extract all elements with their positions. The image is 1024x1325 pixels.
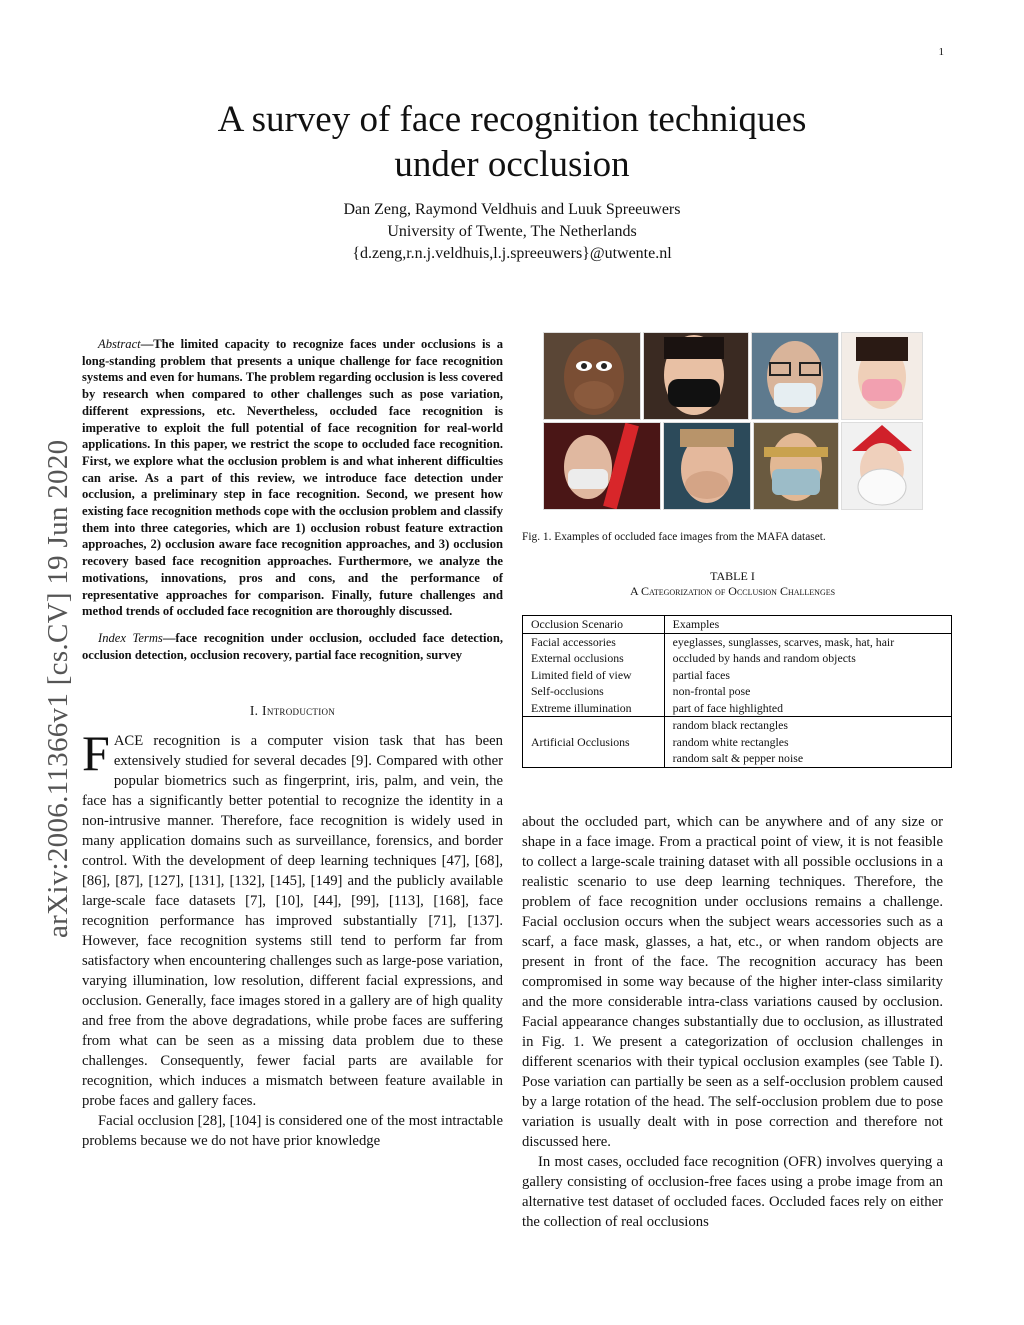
right-paragraph-1: about the occluded part, which can be anywhere and of any size or shape in a face image. From a practical point of view, it is not feasible to collect a large-scale training dataset with all possible occlusions in a realistic scenario to use deep learning techniques. Therefore, the problem of face recognition under occlusions remains a challenge. Facial occlusion occurs when the subject wears accessories such as a scarf, a face mask, glasses, a hat, etc., or when random objects are present in front of the face. The recognition accuracy has been compromised in some way because of the higher inter-class similarity and the more considerable intra-class variations caused by occlusion. Facial appearance changes substantially due to occlusion, as illustrated in Fig. 1. We present a categorization of occlusion challenges in different scenarios with their typical occlusion examples (see Table I). Pose variation can partially be seen as a self-occlusion problem caused by a large rotation of the head. The self-occlusion problem due to pose variation is usually dealt with in pose correction and therefore not discussed here. — [522, 814, 943, 1150]
introduction-body — [82, 725, 503, 1151]
abstract-label: Abstract — [98, 337, 141, 351]
face-photo-5 — [543, 422, 661, 510]
table-cell: Artificial Occlusions — [523, 717, 665, 768]
table-cell: Facial accessories — [523, 633, 665, 650]
table-row — [523, 667, 952, 684]
intro-paragraph-1 — [82, 725, 503, 1111]
face-photo-2 — [643, 332, 749, 420]
arxiv-watermark: arXiv:2006.11366v1 [cs.CV] 19 Jun 2020 — [42, 439, 74, 938]
table-cell: part of face highlighted — [672, 700, 784, 715]
table-cell: random white rectangles — [672, 734, 789, 749]
emails: {d.zeng,r.n.j.veldhuis,l.j.spreeuwers}@utwente.nl — [352, 245, 672, 262]
figure-1-caption: Fig. 1. Examples of occluded face images from the MAFA dataset. — [522, 531, 826, 543]
table-cell: Limited field of view — [523, 667, 665, 684]
table-row — [523, 700, 952, 717]
dropcap: F — [82, 725, 110, 782]
table-row — [523, 633, 952, 650]
table-label: TABLE I — [710, 569, 755, 583]
table-1-caption — [522, 569, 943, 599]
abstract-text: —The limited capacity to recognize faces under occlusions is a long-standing problem that presents a unique challenge for face recognition systems and even for humans. The problem regarding occlusion is less covered by research when compared to other challenges such as pose variation, different expressions, etc. Nevertheless, occluded face recognition is imperative to exploit the full potential of face recognition for real-world applications. In this paper, we restrict the scope to occluded face recognition. First, we explore what the occlusion problem is and what inherent difficulties can arise. As a part of this review, we introduce face detection under occlusion, a preliminary step in face recognition. Second, we present how existing face recognition methods cope with the occlusion problem and classify them into three categories, which are 1) occlusion robust feature extraction approaches, 2) occlusion aware face recognition approaches, and 3) occlusion recovery based face recognition approaches. Furthermore, we analyze the motivations, innovations, pros and cons, and the performance of representative approaches for comparison. Finally, future challenges and method trends of occluded face recognition are thoroughly discussed. — [82, 337, 503, 619]
section-heading-introduction: I. Introduction — [249, 703, 336, 719]
paper-title — [120, 97, 904, 187]
index-terms-label: Index Terms — [98, 630, 163, 645]
table-cell: random black rectangles — [664, 717, 951, 734]
face-photo-6 — [663, 422, 751, 510]
face-photo-1 — [543, 332, 641, 420]
left-column — [82, 336, 503, 1151]
table-header-cell: Examples — [664, 616, 951, 634]
affiliation: University of Twente, The Netherlands — [387, 223, 637, 240]
abstract — [82, 336, 503, 620]
table-header-row — [523, 616, 952, 634]
table-cell: eyeglasses, sunglasses, scarves, mask, hat, hair — [672, 634, 895, 649]
occlusion-challenges-table — [522, 615, 952, 768]
title-line-2: under occlusion — [394, 144, 630, 185]
table-cell: occluded by hands and random objects — [672, 651, 856, 665]
figure-1-image-grid — [541, 331, 923, 509]
table-cell: Extreme illumination — [523, 700, 665, 717]
title-line-1: A survey of face recognition techniques — [217, 99, 807, 140]
face-photo-4 — [841, 332, 923, 420]
table-row — [523, 650, 952, 667]
author-block — [120, 199, 904, 265]
intro-paragraph-2: Facial occlusion [28], [104] is considered one of the most intractable problems because we do not have prior knowledge — [82, 1113, 503, 1150]
table-cell: Self-occlusions — [523, 683, 665, 700]
authors: Dan Zeng, Raymond Veldhuis and Luuk Spreeuwers — [343, 201, 681, 218]
right-column — [522, 812, 943, 1232]
face-photo-7 — [753, 422, 839, 510]
table-row — [523, 683, 952, 700]
table-header-cell: Occlusion Scenario — [523, 616, 665, 634]
table-title: A Categorization of Occlusion Challenges — [629, 584, 836, 598]
face-photo-3 — [751, 332, 839, 420]
index-terms — [82, 630, 503, 663]
face-photo-8 — [841, 422, 923, 510]
index-terms-text: —face recognition under occlusion, occluded face detection, occlusion detection, occlusion recovery, partial face recognition, survey — [82, 630, 503, 662]
table-cell: External occlusions — [523, 650, 665, 667]
table-cell: partial faces — [672, 667, 730, 682]
table-row — [523, 717, 952, 734]
right-paragraph-2: In most cases, occluded face recognition (OFR) involves querying a gallery consisting of occlusion-free faces using a probe image from an alternative test dataset of occluded faces. Occluded faces rely on either the collection of real occlusions — [522, 1154, 943, 1230]
table-cell: random salt & pepper noise — [672, 751, 804, 765]
page-number: 1 — [938, 46, 944, 58]
table-cell: non-frontal pose — [672, 684, 751, 698]
intro-paragraph-1-text: ACE recognition is a computer vision task that has been extensively studied for several decades [9]. Compared with other popular biometrics such as fingerprint, iris, palm, and vein, the face has a significantly better potential to recognize the identity in a non-intrusive manner. Therefore, face recognition is widely used in many application domains such as surveillance, forensics, and border control. With the development of deep learning techniques [47], [68], [86], [87], [127], [131], [132], [145], [149] and the publicly available large-scale face datasets [7], [10], [44], [99], [113], [168], face recognition performance has improved substantially [71], [137]. However, face recognition systems still tend to perform far from satisfactory when encountering challenges such as large-pose variation, varying illumination, low resolution, different facial expressions, and occlusion. Generally, face images stored in a gallery are of high quality and free from the above degradations, while probe faces are suffering from what can be seen as a missing data problem due to these challenges. Consequently, fewer facial parts are available for recognition, which induces a mismatch between feature available in probe faces and gallery faces. — [82, 733, 503, 1110]
